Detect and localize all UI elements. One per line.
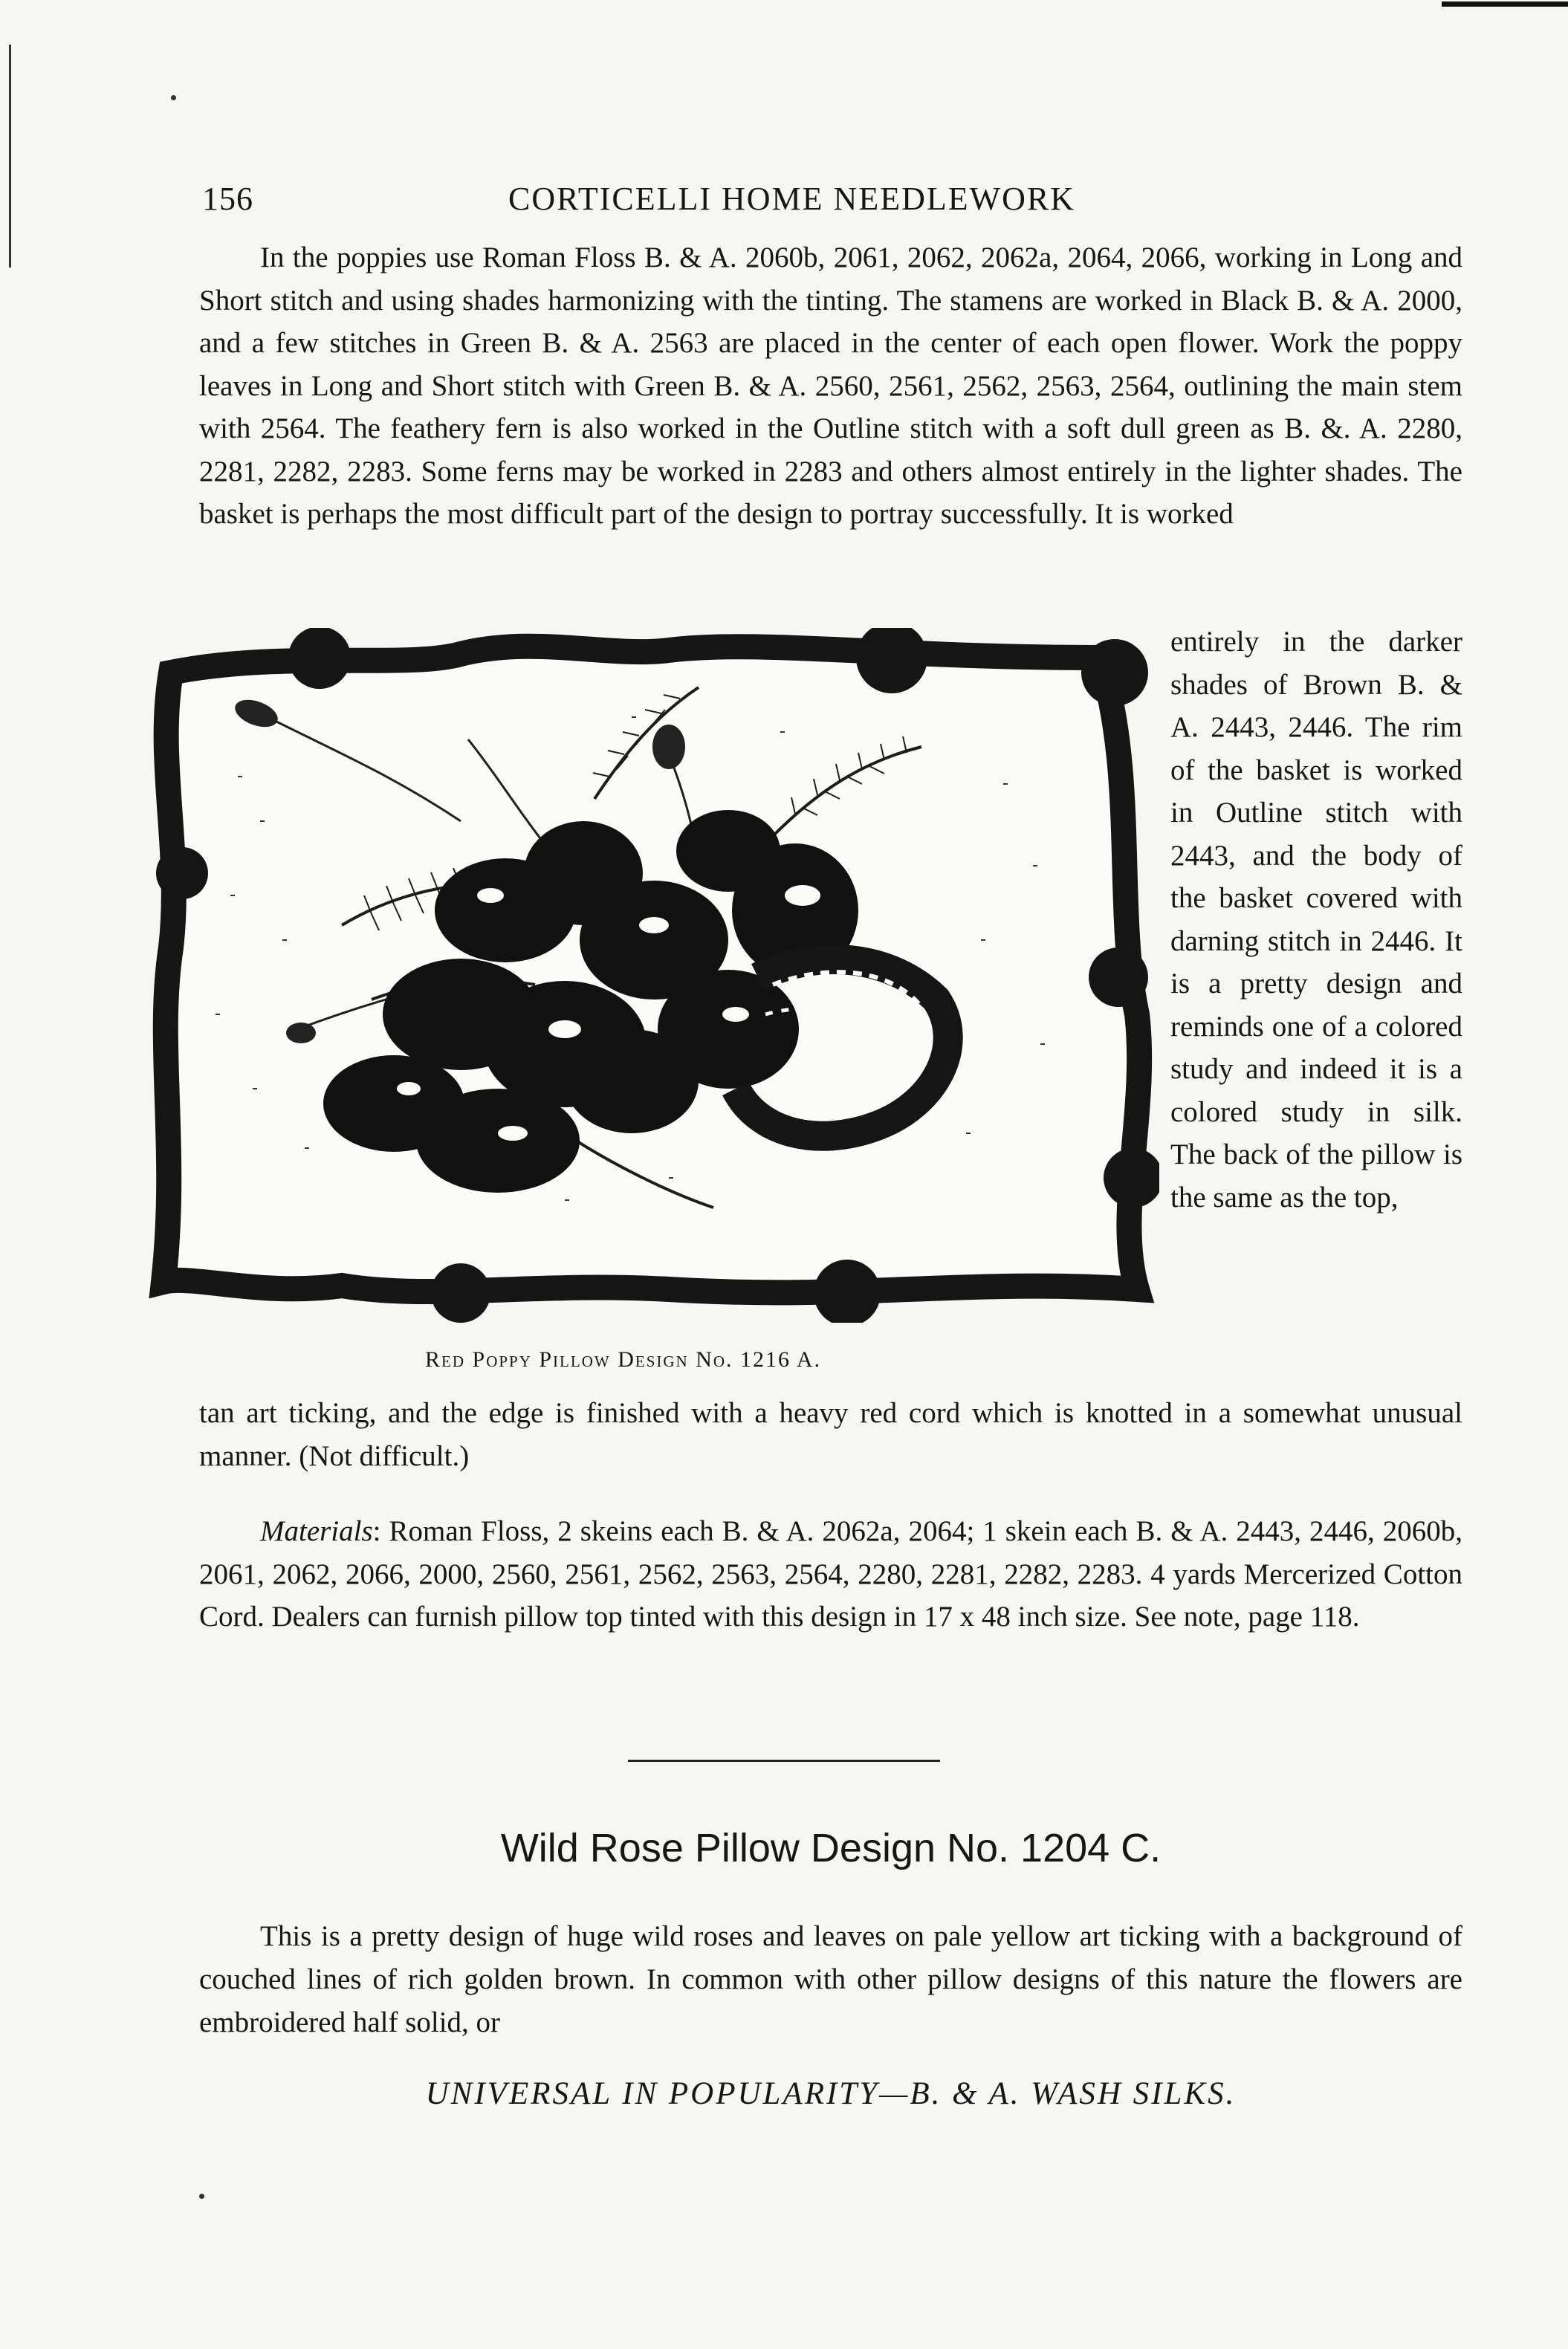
scan-margin-line <box>9 45 11 268</box>
corner-tassel <box>288 628 351 689</box>
corner-tassel <box>1089 947 1148 1007</box>
corner-tassel <box>156 847 208 899</box>
poppy-bud <box>286 1023 316 1043</box>
red-poppy-pillow-illustration <box>149 628 1159 1323</box>
scan-speck <box>199 2194 204 2199</box>
running-head <box>202 180 1458 224</box>
corner-tassel <box>431 1263 490 1323</box>
section-divider <box>628 1760 940 1762</box>
poppy-bud <box>652 725 685 769</box>
continued-paragraph: tan art ticking, and the edge is finished with a heavy red cord which is knotted in a somewhat unusual manner. (Not difficult.) <box>199 1397 1462 1472</box>
poppy-intro-paragraph <box>199 236 1462 536</box>
poppy-intro-text: In the poppies use Roman Floss B. & A. 2060b, 2061, 2062, 2062a, 2064, 2066, working in Long and Short stitch and using shades harmonizing with the tinting. The stamens are worked in Black B. & A. 2000, and a few stitches in Green B. & A. 2563 are placed in the center of each open flower. Work the poppy leaves in Long and Short stitch with Green B. & A. 2560, 2561, 2562, 2563, 2564, outlining the main stem with 2564. The feathery fern is also worked in the Outline stitch with a soft dull green as B. &. A. 2280, 2281, 2282, 2283. Some ferns may be worked in 2283 and others almost entirely in the lighter shades. The basket is perhaps the most difficult part of the design to portray successfully. It is worked <box>199 242 1462 530</box>
wild-rose-paragraph: This is a pretty design of huge wild roses and leaves on pale yellow art ticking with a background of couched lines of rich golden brown. In common with other pillow designs of this nature the flowers are embroidered half solid, or <box>199 1920 1462 2038</box>
wrapped-text-column: entirely in the darker shades of Brown B. & A. 2443, 2446. The rim of the basket is worked in Outline stitch with 2443, and the body of the basket covered with darning stitch in 2446. It is a pretty design and reminds one of a colored study and indeed it is a colored study in silk. The back of the pillow is the same as the top, <box>1170 626 1462 1214</box>
materials-paragraph <box>199 1510 1462 1639</box>
page-number: 156 <box>202 181 253 217</box>
scan-top-mark <box>1442 1 1568 7</box>
footer-slogan: UNIVERSAL IN POPULARITY—B. & A. WASH SILKS. <box>425 2076 1237 2111</box>
book-title: CORTICELLI HOME NEEDLEWORK <box>508 181 1076 217</box>
materials-label: Materials <box>260 1515 373 1547</box>
materials-text: : Roman Floss, 2 skeins each B. & A. 2062a, 2064; 1 skein each B. & A. 2443, 2446, 2060b, 2061, 2062, 2066, 2000, 2560, 2561, 2562, 2563, 2564, 2280, 2281, 2282, 2283. 4 yards Mercerized Cotton Cord. Dealers can furnish pillow top tinted with this design in 17 x 48 inch size. See note, page 118. <box>199 1515 1462 1633</box>
corner-tassel <box>1081 639 1148 706</box>
pillow-engraving <box>149 628 1159 1323</box>
scan-speck <box>171 95 176 100</box>
section-title: Wild Rose Pillow Design No. 1204 C. <box>500 1826 1162 1870</box>
figure-caption: Red Poppy Pillow Design No. 1216 A. <box>425 1347 822 1372</box>
